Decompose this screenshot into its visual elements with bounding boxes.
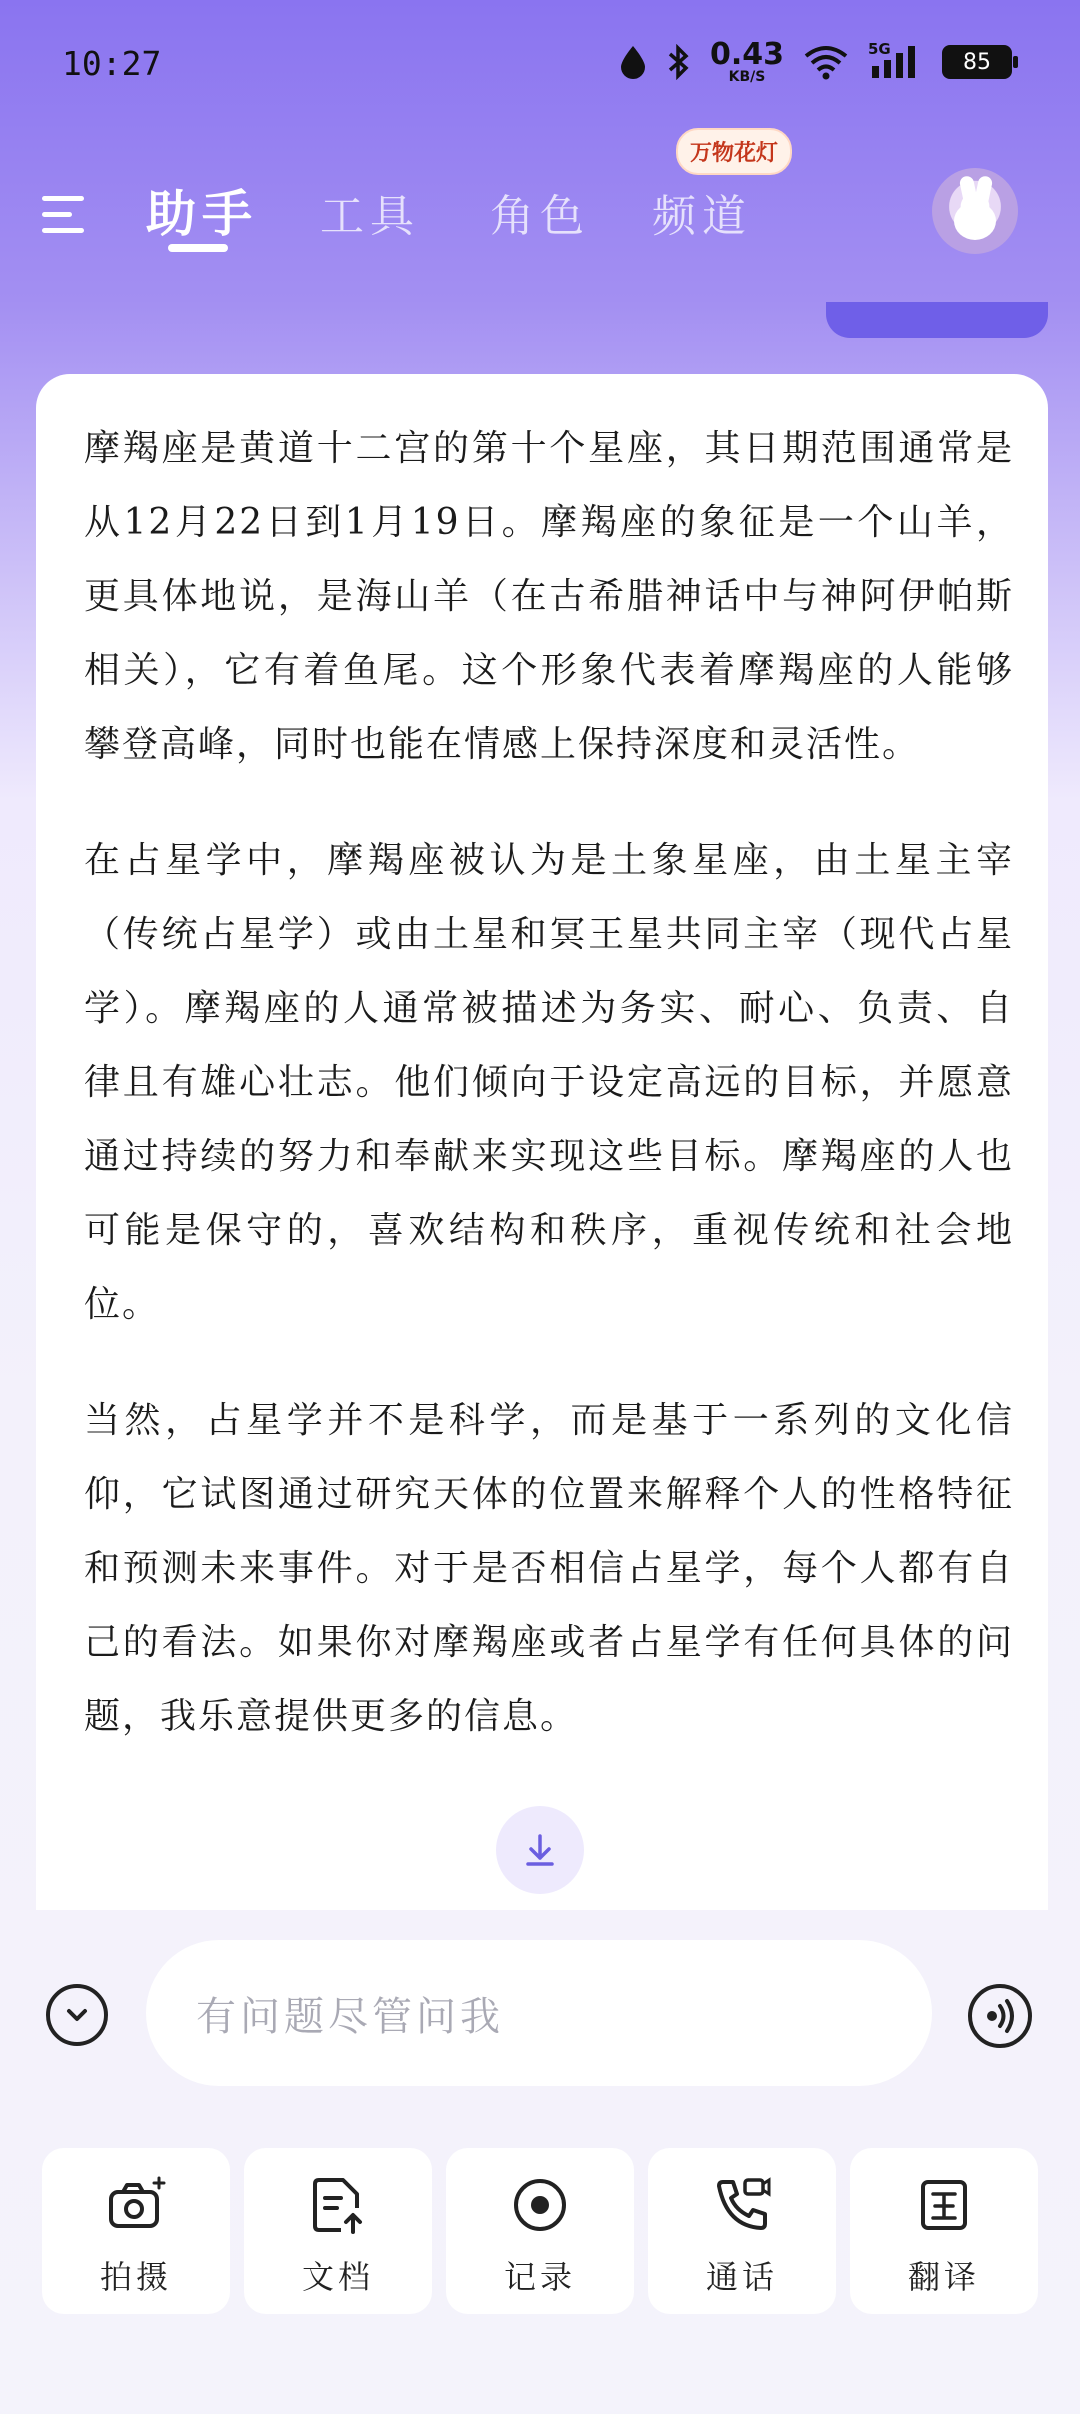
menu-icon[interactable] [42, 192, 86, 236]
document-upload-icon [305, 2172, 371, 2238]
camera-icon [103, 2172, 169, 2238]
tool-label: 拍摄 [99, 2258, 172, 2296]
wifi-icon [802, 44, 850, 80]
tool-call[interactable] [648, 2148, 836, 2314]
tool-camera[interactable] [42, 2148, 230, 2314]
tool-label: 通话 [705, 2258, 778, 2296]
promo-badge[interactable]: 万物花灯 [676, 128, 792, 175]
voice-call-button[interactable] [968, 1984, 1032, 2048]
net-speed-value: 0.43 [709, 37, 784, 72]
tool-document[interactable] [244, 2148, 432, 2314]
status-time: 10:27 [62, 44, 162, 83]
tool-translate[interactable] [850, 2148, 1038, 2314]
tab-assistant[interactable]: 助手 [146, 185, 258, 243]
tool-record[interactable] [446, 2148, 634, 2314]
net-speed-unit: KB/S [728, 69, 766, 85]
voice-wave-icon [972, 1988, 1028, 2044]
message-paragraph: 摩羯座是黄道十二宫的第十个星座，其日期范围通常是从12月22日到1月19日。摩羯座的象征是一个山羊，更具体地说，是海山羊（在古希腊神话中与神阿伊帕斯相关），它有着鱼尾。这个形象代表着摩羯座的人能够攀登高峰，同时也能在情感上保持深度和灵活性。 [84, 428, 1014, 765]
net-speed [709, 37, 784, 85]
water-drop-icon [618, 44, 648, 80]
tab-roles[interactable]: 角色 [490, 191, 590, 242]
battery-indicator: 85 [942, 45, 1012, 79]
record-icon [507, 2172, 573, 2238]
collapse-button[interactable] [46, 1984, 108, 2046]
arrow-down-icon [520, 1830, 560, 1870]
tab-tools[interactable]: 工具 [320, 191, 420, 242]
status-bar [0, 0, 1080, 110]
message-paragraph: 在占星学中，摩羯座被认为是土象星座，由土星主宰（传统占星学）或由土星和冥王星共同主宰（现代占星学）。摩羯座的人通常被描述为务实、耐心、负责、自律且有雄心壮志。他们倾向于设定高远的目标，并愿意通过持续的努力和奉献来实现这些目标。摩羯座的人也可能是保守的，喜欢结构和秩序，重视传统和社会地位。 [84, 840, 1014, 1325]
input-row [0, 1940, 1080, 2090]
signal-5g-label: 5G [868, 40, 891, 58]
user-message-bubble-edge [826, 302, 1048, 338]
top-nav [0, 150, 1080, 270]
phone-call-icon [709, 2172, 775, 2238]
signal-bars-icon [868, 44, 924, 80]
tool-label: 文档 [301, 2258, 374, 2296]
assistant-message-card [36, 374, 1048, 1910]
bluetooth-icon [666, 44, 692, 80]
status-icons [618, 37, 1012, 85]
scroll-to-bottom-button[interactable] [496, 1806, 584, 1894]
chat-input[interactable]: 有问题尽管问我 [146, 1940, 932, 2086]
tool-label: 记录 [503, 2258, 576, 2296]
tool-bar [42, 2148, 1038, 2314]
message-paragraph: 当然，占星学并不是科学，而是基于一系列的文化信仰，它试图通过研究天体的位置来解释个人的性格特征和预测未来事件。对于是否相信占星学，每个人都有自己的看法。如果你对摩羯座或者占星学有任何具体的问题，我乐意提供更多的信息。 [84, 1400, 1014, 1737]
tool-label: 翻译 [907, 2258, 980, 2296]
rabbit-avatar[interactable] [932, 168, 1018, 254]
tab-active-underline [168, 244, 228, 252]
assistant-message-text [84, 412, 1014, 1796]
tab-channels[interactable]: 频道 [652, 191, 752, 242]
chevron-down-icon [62, 2000, 92, 2030]
translate-icon [911, 2172, 977, 2238]
cellular-signal [868, 40, 924, 80]
